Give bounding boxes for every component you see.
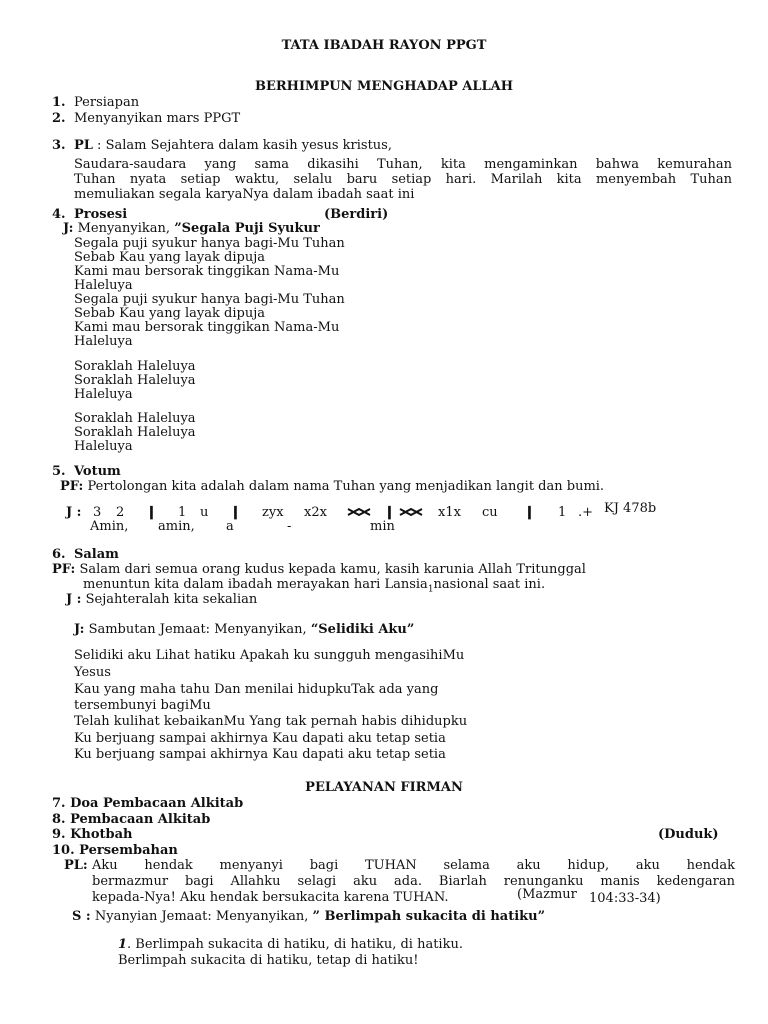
votum-pf-line	[60, 479, 604, 494]
salam-text-1: Salam dari semua orang kudus kepada kamu, kasih karunia Allah Tritunggal	[75, 562, 586, 577]
j-label: J:	[74, 622, 85, 637]
posture-duduk: (Duduk)	[658, 827, 719, 842]
pl-line-2: Tuhan nyata setiap waktu, selalu baru setiap hari. Marilah kita menyembah Tuhan	[74, 172, 732, 187]
nyanyian-song-title: ” Berlimpah sukacita di hatiku”	[312, 909, 546, 924]
note: 3	[93, 505, 102, 520]
verse-number: 1	[118, 937, 128, 952]
item-number-3: 3.	[52, 138, 66, 153]
pf-label: PF:	[52, 562, 76, 577]
salam-text-3: nasional saat ini.	[433, 577, 546, 592]
pl-label: PL:	[64, 858, 88, 873]
nyanyian-line	[72, 909, 545, 924]
item-doa-pembacaan: 7. Doa Pembacaan Alkitab	[52, 796, 244, 811]
item-number-4: 4.	[52, 207, 66, 222]
document-title: TATA IBADAH RAYON PPGT	[281, 38, 487, 53]
lyric-line: Telah kulihat kebaikanMu Yang tak pernah habis dihidupku	[74, 714, 468, 729]
sambutan-line	[74, 622, 414, 637]
note: zyx	[262, 505, 284, 520]
prosesi-intro: Menyanyikan,	[73, 221, 175, 236]
lyric-line: Kami mau bersorak tinggikan Nama-Mu	[74, 320, 340, 335]
votum-text: Pertolongan kita adalah dalam nama Tuhan yang menjadikan langit dan bumi.	[83, 479, 605, 494]
item-number-2: 2.	[52, 111, 66, 126]
lyric-line: Haleluya	[74, 278, 133, 293]
bar-line: ❙	[384, 505, 395, 520]
item-number-5: 5.	[52, 464, 66, 479]
lyric-line: Selidiki aku Lihat hatiku Apakah ku sungguh mengasihiMu	[74, 648, 465, 663]
chorus-line: Soraklah Haleluya	[74, 411, 196, 426]
section-heading-firman: PELAYANAN FIRMAN	[305, 780, 463, 795]
lyric-line: Yesus	[74, 665, 111, 680]
prosesi-label: Prosesi	[74, 207, 128, 222]
lyric-line: Ku berjuang sampai akhirnya Kau dapati aku tetap setia	[74, 747, 446, 762]
pl-line-1: Saudara-saudara yang sama dikasihi Tuhan, kita mengaminkan bahwa kemurahan	[74, 157, 732, 172]
persembahan-line-3: kepada-Nya! Aku hendak bersukacita karena TUHAN.	[92, 890, 449, 905]
nyanyian-intro: Nyanyian Jemaat: Menyanyikan,	[90, 909, 313, 924]
persembahan-line-2: bermazmur bagi Allahku selagi aku ada. Biarlah renunganku manis kedengaran	[92, 874, 735, 889]
note: x2x	[304, 505, 327, 520]
lyric-line: tersembunyi bagiMu	[74, 698, 211, 713]
kj-reference: KJ 478b	[604, 501, 657, 516]
chorus-line: Haleluya	[74, 439, 133, 454]
chorus-line: Soraklah Haleluya	[74, 425, 196, 440]
item-number-1: 1.	[52, 95, 66, 110]
lyric-line: Haleluya	[74, 334, 133, 349]
note: x1x	[438, 505, 461, 520]
lyric-line: Segala puji syukur hanya bagi-Mu Tuhan	[74, 236, 345, 251]
bar-line: ❙	[524, 505, 535, 520]
salam-response-line	[66, 592, 257, 607]
salam-pf-line	[52, 562, 586, 577]
j-label: J :	[66, 592, 82, 607]
pl-salam-line	[74, 138, 392, 153]
amin-syllable: min	[370, 519, 395, 534]
prosesi-song-line	[63, 221, 320, 236]
note: 1	[178, 505, 187, 520]
lyric-line: Kami mau bersorak tinggikan Nama-Mu	[74, 264, 340, 279]
item-khotbah: 9. Khotbah	[52, 827, 133, 842]
chorus-line: Soraklah Haleluya	[74, 359, 196, 374]
item-pembacaan-alkitab: 8. Pembacaan Alkitab	[52, 812, 211, 827]
salam-label: Salam	[74, 547, 119, 562]
j-label: J :	[66, 505, 82, 520]
item-persiapan: Persiapan	[74, 95, 140, 110]
pl-salam-text: : Salam Sejahtera dalam kasih yesus kristus,	[92, 138, 392, 153]
posture-berdiri: (Berdiri)	[324, 207, 389, 222]
mazmur-ref-1: (Mazmur	[517, 887, 577, 902]
verse-text-1: . Berlimpah sukacita di hatiku, di hatiku, di hatiku.	[127, 937, 463, 952]
pl-line-3: memuliakan segala karyaNya dalam ibadah saat ini	[74, 187, 415, 202]
votum-label: Votum	[74, 464, 121, 479]
bar-line: ❙	[230, 505, 241, 520]
item-persembahan: 10. Persembahan	[52, 843, 178, 858]
bar-line: ❙	[146, 505, 157, 520]
sambutan-intro: Sambutan Jemaat: Menyanyikan,	[84, 622, 311, 637]
item-mars-ppgt: Menyanyikan mars PPGT	[74, 111, 241, 126]
note: .+	[578, 505, 594, 520]
salam-subscript: 1	[427, 584, 434, 595]
amin-syllable: Amin,	[90, 519, 129, 534]
salam-text-2: menuntun kita dalam ibadah merayakan hari Lansia	[83, 577, 428, 592]
slur-icon	[398, 505, 424, 523]
item-number-6: 6.	[52, 547, 66, 562]
lyric-line: Sebab Kau yang layak dipuja	[74, 306, 265, 321]
amin-syllable: a	[226, 519, 234, 534]
verse-line-2: Berlimpah sukacita di hatiku, tetap di hatiku!	[118, 953, 419, 968]
mazmur-ref-2: 104:33-34)	[589, 891, 661, 906]
lyric-line: Segala puji syukur hanya bagi-Mu Tuhan	[74, 292, 345, 307]
lyric-line: Sebab Kau yang layak dipuja	[74, 250, 265, 265]
note: 1	[558, 505, 567, 520]
pl-label: PL	[74, 138, 93, 153]
s-label: S :	[72, 909, 91, 924]
lyric-line: Ku berjuang sampai akhirnya Kau dapati aku tetap setia	[74, 731, 446, 746]
note: cu	[482, 505, 498, 520]
persembahan-line-1: Aku hendak menyanyi bagi TUHAN selama aku hidup, aku hendak	[92, 858, 735, 873]
amin-syllable: -	[287, 519, 292, 534]
amin-syllable: amin,	[158, 519, 195, 534]
chorus-line: Soraklah Haleluya	[74, 373, 196, 388]
salam-response: Sejahteralah kita sekalian	[81, 592, 258, 607]
j-label: J:	[63, 221, 74, 236]
lyric-line: Kau yang maha tahu Dan menilai hidupkuTak ada yang	[74, 682, 439, 697]
verse-line-1	[118, 937, 463, 952]
prosesi-song-title: ”Segala Puji Syukur	[174, 221, 320, 236]
note: u	[200, 505, 209, 520]
slur-icon	[346, 505, 372, 523]
pf-label: PF:	[60, 479, 84, 494]
note: 2	[116, 505, 125, 520]
chorus-line: Haleluya	[74, 387, 133, 402]
sambutan-song-title: “Selidiki Aku”	[310, 622, 415, 637]
section-heading-berhimpun: BERHIMPUN MENGHADAP ALLAH	[254, 79, 514, 94]
